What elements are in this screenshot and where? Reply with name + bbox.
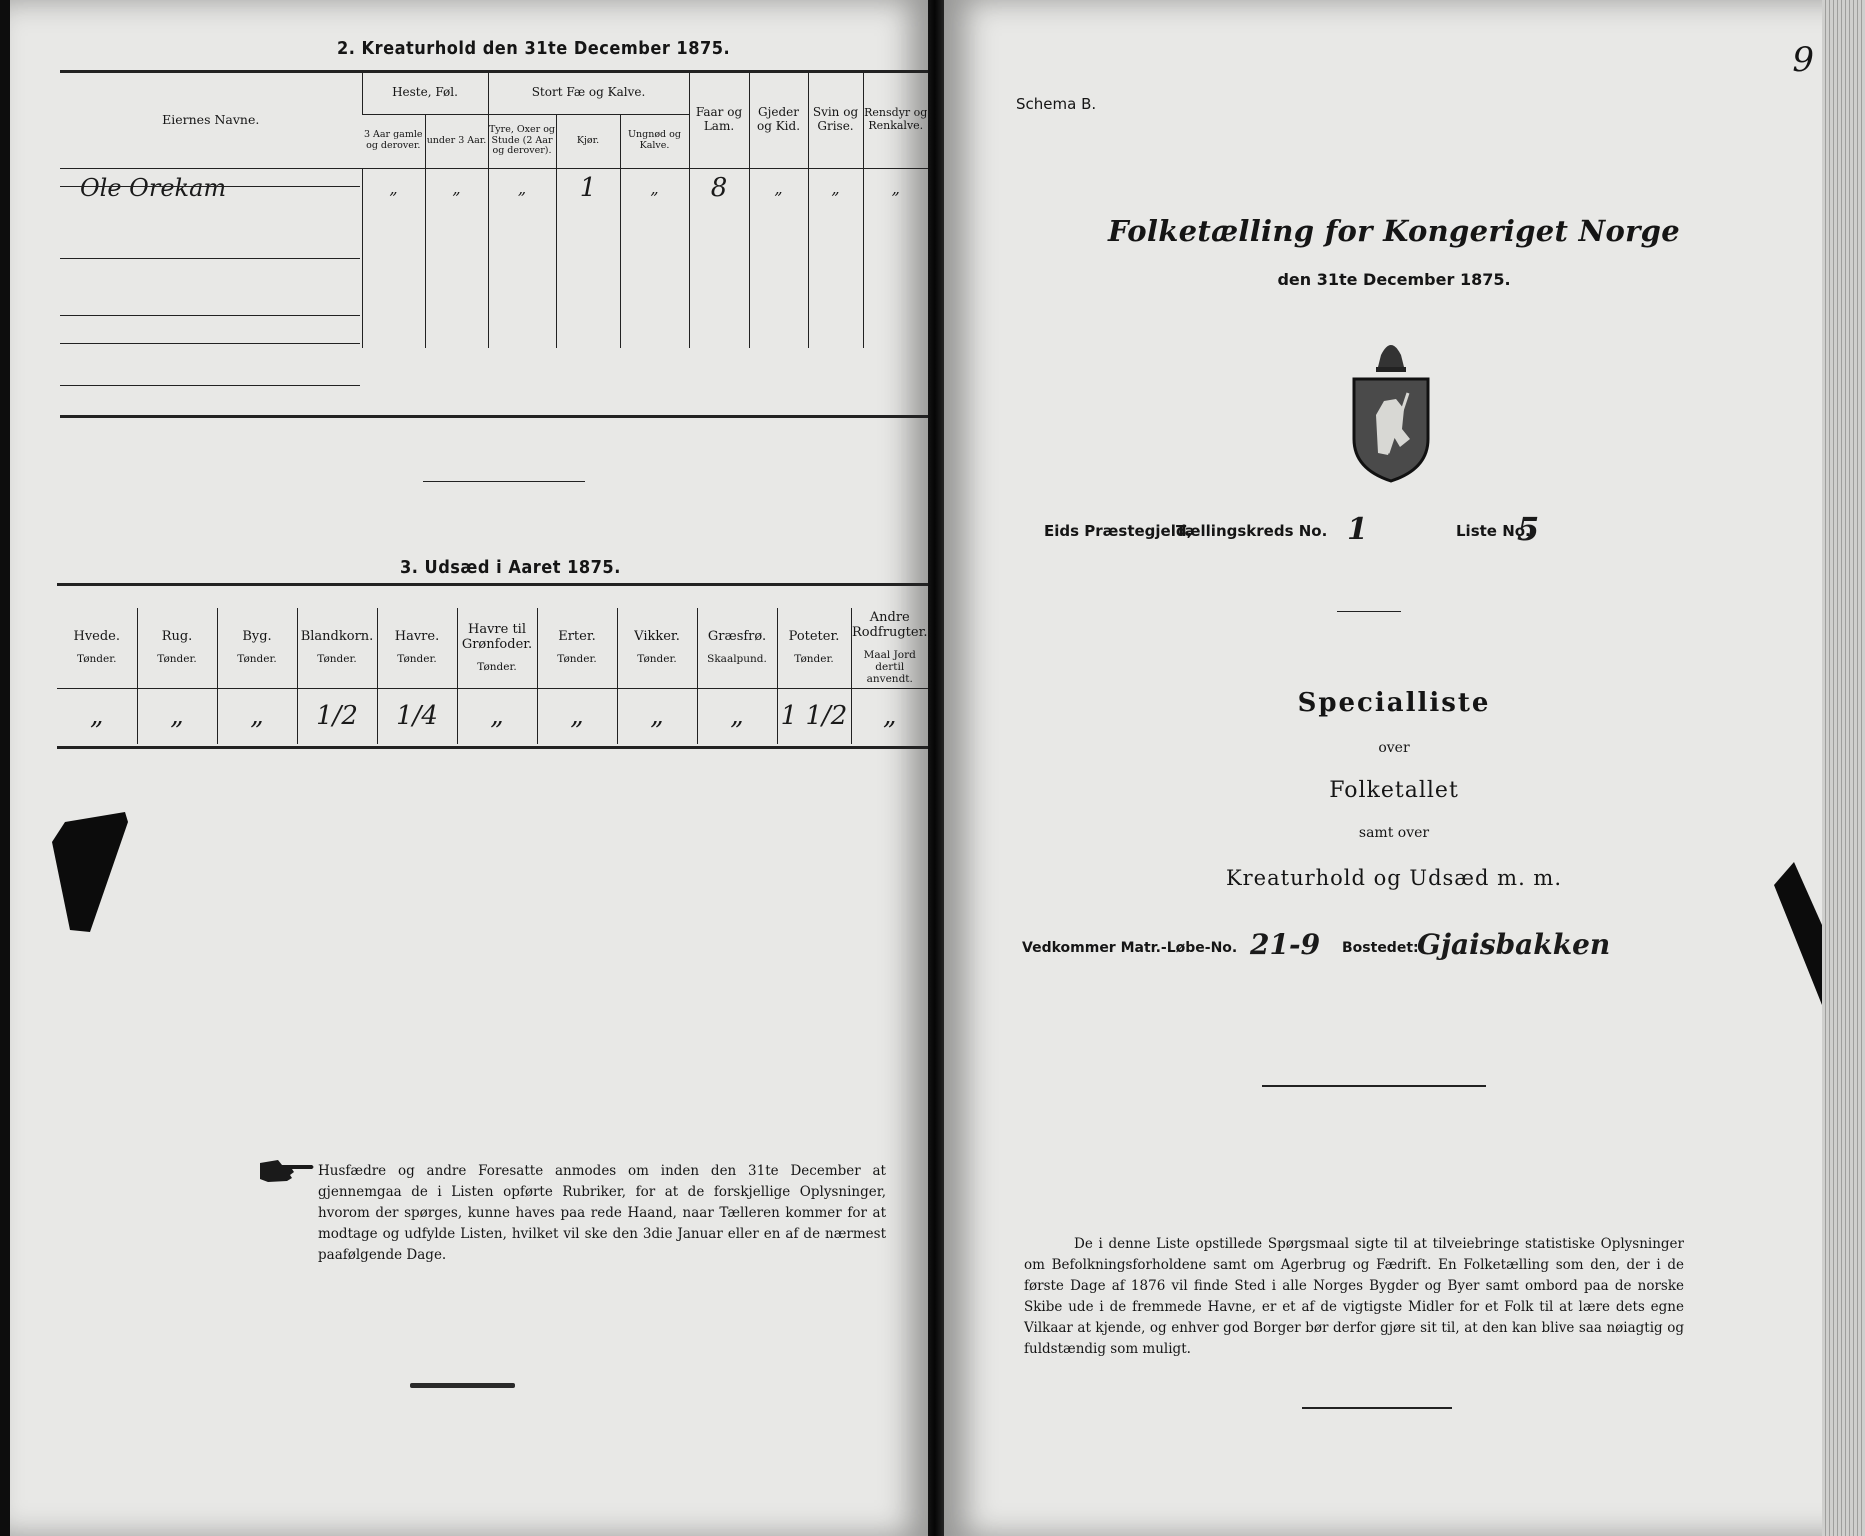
sowing-crop-name: Byg. xyxy=(242,629,272,645)
matr-label: Vedkommer Matr.-Løbe-No. xyxy=(1022,940,1238,956)
sowing-value-cell xyxy=(377,688,457,744)
value-young-cattle: „ xyxy=(650,178,659,198)
sowing-value-cell xyxy=(217,688,297,744)
value-bulls-oxen: „ xyxy=(517,178,527,198)
sowing-unit: Tønder. xyxy=(157,653,197,666)
header-horses-old: 3 Aar gamle og derover. xyxy=(363,129,423,151)
header-reindeer: Rensdyr og Renkalve. xyxy=(863,72,928,168)
header-cows: Kjør. xyxy=(556,114,620,168)
right-page xyxy=(944,0,1844,1536)
district-label: Tællingskreds No. xyxy=(1176,522,1328,540)
sowing-unit: Tønder. xyxy=(397,653,437,666)
sowing-unit: Tønder. xyxy=(317,653,357,666)
sowing-header-cell xyxy=(137,608,217,688)
kreaturhold-text: Kreaturhold og Udsæd m. m. xyxy=(1225,866,1563,890)
pointing-hand-icon xyxy=(258,1157,316,1185)
value-goats: „ xyxy=(774,178,783,198)
sowing-value: 1/4 xyxy=(396,701,438,732)
left-page xyxy=(10,0,928,1536)
sowing-crop-name: Græsfrø. xyxy=(707,629,767,645)
notice-text: Husfædre og andre Foresatte anmodes om inden den 31te December at gjennemgaa de i Listen opførte Rubriker, for at de forskjellige Oplysninger, hvorom der spørges, kunne haves paa rede Haand, naar Tælleren kommer for at modtage og udfylde Listen, hvilket vil ske den 3die Januar eller en af de nærmest paafølgende Dage. xyxy=(318,1163,886,1263)
coat-of-arms-emblem xyxy=(1348,335,1434,483)
header-owner-names: Eiernes Navne. xyxy=(162,111,260,127)
row-rule xyxy=(60,258,360,259)
value-pigs: „ xyxy=(831,178,840,198)
over-text: over xyxy=(1378,740,1410,756)
section-2-title: 2. Kreaturhold den 31te December 1875. xyxy=(337,38,731,59)
sowing-crop-name: Blandkorn. xyxy=(300,629,374,645)
schema-label: Schema B. xyxy=(1016,95,1097,113)
section-3-title: 3. Udsæd i Aaret 1875. xyxy=(400,557,621,578)
sowing-value-cell xyxy=(57,688,137,744)
sowing-crop-name: Andre Rodfrugter. xyxy=(852,609,928,640)
header-sheep: Faar og Lam. xyxy=(689,72,749,168)
folketallet-text: Folketallet xyxy=(1329,778,1459,803)
header-horses: Heste, Føl. xyxy=(362,72,488,114)
sowing-crop-name: Hvede. xyxy=(73,629,121,645)
sowing-header-cell xyxy=(617,608,697,688)
book-edge xyxy=(1822,0,1865,1536)
value-horses-young: „ xyxy=(452,178,461,198)
sowing-unit: Skaalpund. xyxy=(707,653,767,666)
separator-bottom xyxy=(1302,1407,1452,1409)
special-title: Specialliste xyxy=(1297,688,1491,718)
sowing-value: 1/2 xyxy=(316,701,358,732)
samt-over-text: samt over xyxy=(1358,825,1430,841)
row-rule xyxy=(60,343,360,344)
sowing-value: „ xyxy=(730,701,744,732)
sowing-value-cell xyxy=(297,688,377,744)
form-date: den 31te December 1875. xyxy=(1277,270,1511,289)
sowing-unit: Tønder. xyxy=(77,653,117,666)
sowing-value: „ xyxy=(490,701,504,732)
separator-mid xyxy=(1262,1085,1486,1087)
form-title: Folketælling for Kongeriget Norge xyxy=(1107,214,1680,248)
header-pigs: Svin og Grise. xyxy=(808,72,863,168)
separator-line xyxy=(423,481,585,482)
clip-left-icon xyxy=(50,812,130,932)
row-rule xyxy=(60,186,360,187)
parish-line xyxy=(1044,510,1764,548)
sowing-header-cell xyxy=(217,608,297,688)
header-goats: Gjeder og Kid. xyxy=(749,72,808,168)
list-label: Liste No. xyxy=(1456,522,1531,540)
sowing-value: „ xyxy=(250,701,264,732)
value-sheep: 8 xyxy=(710,173,728,204)
sowing-value-cell xyxy=(137,688,217,744)
sowing-value: „ xyxy=(170,701,184,732)
explanatory-note: De i denne Liste opstillede Spørgsmaal sigte til at tilveiebringe statistiske Oplysninger om Befolkningsforholdene samt om Agerbrug og Fædrift. En Folketælling som den, der i de første Dage af 1876 vil finde Sted i alle Norges Bygder og Byer samt ombord paa de norske Skibe ude i de fremmede Havne, er et af de vigtigste Midler for et Folk til at lære dets egne Vilkaar at kjende, og enhver god Borger bør derfor gjøre sit til, at den kan blive saa nøiagtig og fuldstændig som muligt. xyxy=(1024,1236,1684,1357)
sowing-table-bottom-rule xyxy=(57,746,928,749)
sowing-unit: Tønder. xyxy=(477,660,517,673)
sowing-crop-name: Rug. xyxy=(161,629,193,645)
sowing-crop-name: Havre. xyxy=(394,629,440,645)
row-rule xyxy=(60,385,360,386)
sowing-value-cell xyxy=(457,688,537,744)
bosted-value: Gjaisbakken xyxy=(1417,928,1611,961)
sowing-unit: Maal Jord dertil anvendt. xyxy=(863,648,916,685)
sowing-value-cell xyxy=(697,688,777,744)
sowing-header-cell xyxy=(537,608,617,688)
livestock-table xyxy=(60,72,928,348)
sowing-value-cell xyxy=(537,688,617,744)
row-rule xyxy=(60,315,360,316)
sowing-header-cell xyxy=(697,608,777,688)
bosted-label: Bostedet: xyxy=(1342,940,1419,956)
sowing-unit: Tønder. xyxy=(557,653,597,666)
value-cows: 1 xyxy=(579,173,597,204)
value-horses-old: „ xyxy=(389,178,398,198)
sowing-value: „ xyxy=(650,701,664,732)
sowing-value-cell xyxy=(851,688,928,744)
district-number: 1 xyxy=(1347,512,1368,547)
table-bottom-rule xyxy=(60,415,928,418)
separator-short xyxy=(1337,611,1401,612)
sowing-table xyxy=(57,608,928,744)
header-young-cattle: Ungnød og Kalve. xyxy=(620,114,689,168)
sowing-value: „ xyxy=(883,701,897,732)
value-reindeer: „ xyxy=(891,178,900,198)
sowing-unit: Tønder. xyxy=(237,653,277,666)
header-cattle: Stort Fæ og Kalve. xyxy=(488,72,689,114)
parish-label: Eids Præstegjeld, xyxy=(1044,522,1193,540)
sowing-value-cell xyxy=(617,688,697,744)
sowing-crop-name: Vikker. xyxy=(634,629,680,645)
sowing-value: „ xyxy=(570,701,584,732)
sowing-unit: Tønder. xyxy=(637,653,677,666)
ink-mark xyxy=(410,1383,515,1388)
matr-number: 21-9 xyxy=(1250,928,1321,961)
sowing-value-cell xyxy=(777,688,851,744)
page-number: 9 xyxy=(1792,40,1814,80)
sowing-crop-name: Poteter. xyxy=(788,629,840,645)
header-bulls-oxen: Tyre, Oxer og Stude (2 Aar og derover). xyxy=(488,114,556,168)
header-horses-young: under 3 Aar. xyxy=(425,114,488,168)
sowing-header-cell xyxy=(777,608,851,688)
owner-name: Ole Orekam xyxy=(80,174,227,203)
sowing-value: „ xyxy=(90,701,104,732)
sowing-table-top-rule xyxy=(57,583,928,586)
sowing-crop-name: Erter. xyxy=(558,629,596,645)
sowing-value: 1 1/2 xyxy=(780,701,848,732)
list-number: 5 xyxy=(1517,510,1540,548)
sowing-header-cell xyxy=(57,608,137,688)
sowing-header-cell xyxy=(297,608,377,688)
sowing-crop-name: Havre til Grønfoder. xyxy=(461,621,533,652)
sowing-unit: Tønder. xyxy=(794,653,834,666)
sowing-header-cell xyxy=(457,608,537,688)
sowing-header-cell xyxy=(851,608,928,688)
matr-line xyxy=(1022,930,1782,970)
sowing-header-cell xyxy=(377,608,457,688)
